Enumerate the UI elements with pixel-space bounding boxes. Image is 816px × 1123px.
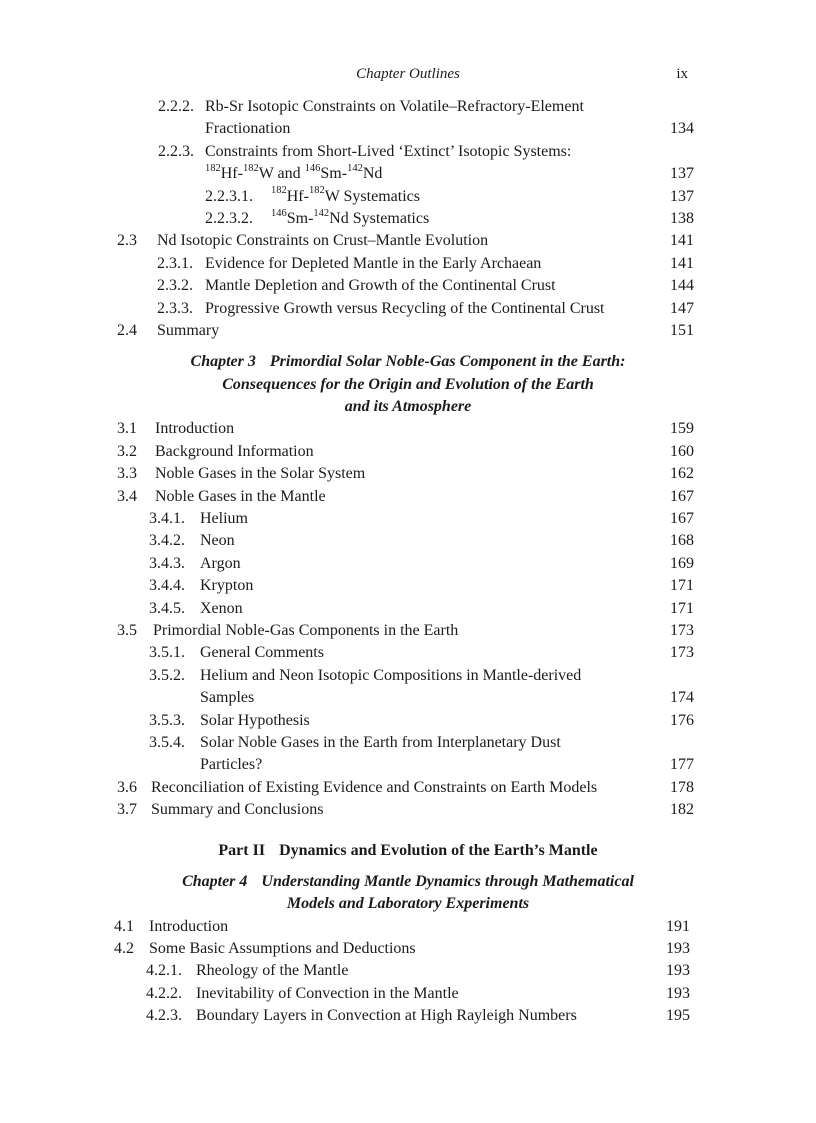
toc-entry	[0, 916, 816, 938]
chapter-4-heading	[0, 871, 816, 893]
toc-entry	[0, 938, 816, 960]
toc-entry	[0, 777, 816, 799]
table-of-contents	[0, 96, 816, 1028]
toc-entry-title: Particles?	[200, 756, 263, 774]
toc-entry	[0, 186, 816, 208]
toc-entry	[0, 598, 816, 620]
chapter-label: Chapter 3	[190, 353, 256, 371]
isotope-mass: 182	[205, 162, 221, 174]
toc-entry	[0, 275, 816, 297]
systematics-label: Systematics	[348, 209, 430, 227]
toc-entry-number: 3.5.3.	[149, 711, 185, 729]
toc-entry-number: 3.7	[117, 801, 137, 819]
toc-entry-page: 144	[670, 277, 694, 295]
toc-entry-number: 3.1	[117, 420, 137, 438]
toc-entry-page: 193	[666, 984, 690, 1002]
toc-entry-number: 2.3.2.	[157, 277, 193, 295]
toc-entry	[0, 418, 816, 440]
toc-entry	[0, 96, 816, 118]
isotope-mass: 146	[304, 162, 321, 174]
isotope-mass: 182	[242, 162, 259, 174]
toc-entry	[0, 1005, 816, 1027]
toc-entry	[0, 141, 816, 163]
toc-entry	[0, 642, 816, 664]
toc-entry-number: 3.5.4.	[149, 733, 185, 751]
toc-entry-title: Noble Gases in the Mantle	[155, 487, 326, 505]
toc-entry-title: Krypton	[200, 577, 254, 595]
chapter-title-line: Models and Laboratory Experiments	[286, 895, 530, 913]
toc-entry-number: 3.6	[117, 778, 137, 796]
toc-entry-page: 147	[670, 299, 694, 317]
chapter-title-line: Understanding Mantle Dynamics through Mathematical	[261, 872, 634, 890]
toc-entry-page: 137	[670, 187, 694, 205]
toc-entry-page: 168	[670, 532, 694, 550]
toc-entry-number: 2.3	[117, 232, 137, 250]
toc-entry-number: 3.5.2.	[149, 666, 185, 684]
toc-entry-page: 159	[670, 420, 694, 438]
toc-entry	[0, 732, 816, 754]
toc-entry	[0, 983, 816, 1005]
isotope-mass: 182	[308, 185, 325, 197]
toc-entry	[0, 320, 816, 342]
toc-entry	[0, 298, 816, 320]
toc-entry	[0, 208, 816, 230]
toc-entry-page: 176	[670, 711, 694, 729]
toc-entry-page: 193	[666, 962, 690, 980]
element-symbol: Hf-	[286, 187, 309, 205]
toc-entry-number: 2.4	[117, 321, 137, 339]
running-header-title: Chapter Outlines	[356, 66, 460, 82]
toc-entry	[0, 118, 816, 140]
toc-entry-page: 173	[670, 644, 694, 662]
toc-entry-title: Boundary Layers in Convection at High Rayleigh Numbers	[196, 1007, 577, 1025]
toc-entry	[0, 754, 816, 776]
toc-entry-number: 4.2.2.	[146, 984, 182, 1002]
toc-entry-title: Introduction	[155, 420, 235, 438]
toc-entry-number: 3.5	[117, 621, 137, 639]
toc-entry-number: 4.2.3.	[146, 1007, 182, 1025]
toc-entry	[0, 530, 816, 552]
toc-entry-page: 195	[666, 1007, 690, 1025]
toc-entry-title: Evidence for Depleted Mantle in the Early Archaean	[205, 254, 542, 272]
toc-entry-page: 151	[670, 321, 694, 339]
toc-entry-title: Solar Hypothesis	[200, 711, 310, 729]
chapter-3-heading-line2	[0, 374, 816, 396]
toc-entry	[0, 553, 816, 575]
toc-entry-number: 3.4.1.	[149, 510, 185, 528]
toc-entry-number: 3.2	[117, 442, 137, 460]
toc-entry-page: 138	[670, 209, 694, 227]
toc-entry-title: Introduction	[149, 917, 229, 935]
page-number: ix	[676, 66, 688, 82]
toc-entry	[0, 253, 816, 275]
toc-entry-title: Summary and Conclusions	[151, 801, 324, 819]
chapter-title-line: Consequences for the Origin and Evolution of the Earth	[222, 375, 594, 393]
toc-entry-title: Helium and Neon Isotopic Compositions in Mantle-derived	[200, 666, 582, 684]
toc-entry	[0, 508, 816, 530]
toc-entry-page: 182	[670, 801, 694, 819]
chapter-3-heading	[0, 351, 816, 373]
toc-entry	[0, 230, 816, 252]
toc-entry-number: 3.4	[117, 487, 137, 505]
toc-entry	[0, 163, 816, 185]
toc-entry-number: 3.4.4.	[149, 577, 185, 595]
toc-entry-page: 167	[670, 487, 694, 505]
element-symbol: Sm-	[320, 165, 348, 183]
toc-entry-page: 174	[670, 689, 694, 707]
toc-entry-title: Inevitability of Convection in the Mantle	[196, 984, 459, 1002]
toc-entry-title: Nd Isotopic Constraints on Crust–Mantle Evolution	[157, 232, 489, 250]
toc-entry-number: 2.2.3.2.	[205, 209, 253, 227]
toc-entry-number: 2.2.3.1.	[205, 187, 253, 205]
toc-entry-title	[205, 163, 382, 185]
toc-entry-title: Constraints from Short-Lived ‘Extinct’ Isotopic Systems:	[205, 142, 572, 160]
toc-entry-title	[271, 186, 420, 208]
element-symbol: W	[324, 187, 340, 205]
toc-entry-page: 193	[666, 940, 690, 958]
toc-entry-title: Fractionation	[205, 120, 291, 138]
toc-entry-title: Neon	[200, 532, 235, 550]
toc-entry	[0, 620, 816, 642]
toc-entry-number: 2.2.2.	[158, 98, 194, 115]
toc-entry	[0, 441, 816, 463]
toc-entry-page: 177	[670, 756, 694, 774]
isotope-mass: 146	[271, 207, 287, 219]
chapter-3-heading-line3	[0, 396, 816, 418]
toc-entry-number: 4.2	[114, 940, 134, 958]
element-symbol: Nd	[329, 209, 349, 227]
element-symbol: Sm-	[286, 209, 314, 227]
isotope-mass: 142	[313, 207, 330, 219]
isotope-mass: 182	[271, 185, 287, 197]
chapter-title-line: Primordial Solar Noble-Gas Component in the Earth:	[269, 353, 626, 371]
chapter-4-heading-line2	[0, 893, 816, 915]
isotope-mass: 142	[347, 162, 363, 174]
toc-entry-number: 2.3.3.	[157, 299, 193, 317]
toc-entry-title: Noble Gases in the Solar System	[155, 465, 366, 483]
toc-entry-title: Argon	[200, 554, 241, 572]
toc-entry	[0, 799, 816, 821]
toc-entry-title: Background Information	[155, 442, 314, 460]
toc-entry-page: 162	[670, 465, 694, 483]
toc-entry-page: 173	[670, 621, 694, 639]
chapter-title-line: and its Atmosphere	[344, 398, 472, 416]
toc-entry-number: 2.2.3.	[158, 142, 194, 160]
toc-entry-page: 191	[666, 917, 690, 935]
toc-entry-page: 171	[670, 599, 694, 617]
toc-entry-title: Rheology of the Mantle	[196, 962, 349, 980]
toc-entry-number: 3.3	[117, 465, 137, 483]
element-symbol: W	[258, 165, 274, 183]
toc-entry-number: 3.4.2.	[149, 532, 185, 550]
toc-entry	[0, 486, 816, 508]
toc-entry-page: 171	[670, 577, 694, 595]
toc-entry-title: Primordial Noble-Gas Components in the Earth	[153, 621, 459, 639]
toc-entry-title: Progressive Growth versus Recycling of the Continental Crust	[205, 299, 605, 317]
toc-entry-page: 141	[670, 254, 694, 272]
toc-entry-title: Helium	[200, 510, 248, 528]
toc-entry-page: 137	[670, 165, 694, 183]
element-symbol: Hf-	[220, 165, 243, 183]
part-label: Part II	[218, 841, 266, 859]
toc-entry-page: 134	[670, 120, 694, 138]
toc-entry-title: Solar Noble Gases in the Earth from Interplanetary Dust	[200, 733, 561, 751]
part-2-heading	[0, 840, 816, 862]
toc-entry	[0, 710, 816, 732]
toc-entry-page: 169	[670, 554, 694, 572]
toc-entry-title: Some Basic Assumptions and Deductions	[149, 940, 416, 958]
toc-entry-title: Rb-Sr Isotopic Constraints on Volatile–Refractory-Element	[205, 98, 584, 115]
toc-entry-title: General Comments	[200, 644, 324, 662]
toc-entry	[0, 575, 816, 597]
toc-entry-page: 141	[670, 232, 694, 250]
toc-entry-title: Mantle Depletion and Growth of the Continental Crust	[205, 277, 556, 295]
toc-entry-title: Samples	[200, 689, 255, 707]
toc-entry-title: Reconciliation of Existing Evidence and Constraints on Earth Models	[151, 778, 598, 796]
toc-entry-number: 3.4.5.	[149, 599, 185, 617]
toc-entry-number: 4.1	[114, 917, 134, 935]
toc-entry-page: 167	[670, 510, 694, 528]
toc-entry-number: 2.3.1.	[157, 254, 193, 272]
toc-entry	[0, 665, 816, 687]
chapter-label: Chapter 4	[182, 872, 248, 890]
systematics-label: Systematics	[339, 187, 420, 205]
toc-entry-number: 3.5.1.	[149, 644, 185, 662]
element-symbol: Nd	[362, 165, 383, 183]
toc-entry	[0, 463, 816, 485]
toc-entry-title	[271, 208, 429, 230]
part-title: Dynamics and Evolution of the Earth’s Mantle	[279, 841, 598, 859]
toc-entry	[0, 687, 816, 709]
toc-entry-page: 160	[670, 442, 694, 460]
toc-entry-number: 3.4.3.	[149, 554, 185, 572]
toc-entry	[0, 960, 816, 982]
toc-entry-number: 4.2.1.	[146, 962, 182, 980]
toc-entry-title: Summary	[157, 321, 220, 339]
conjunction: and	[273, 165, 305, 183]
toc-entry-page: 178	[670, 778, 694, 796]
toc-entry-title: Xenon	[200, 599, 243, 617]
